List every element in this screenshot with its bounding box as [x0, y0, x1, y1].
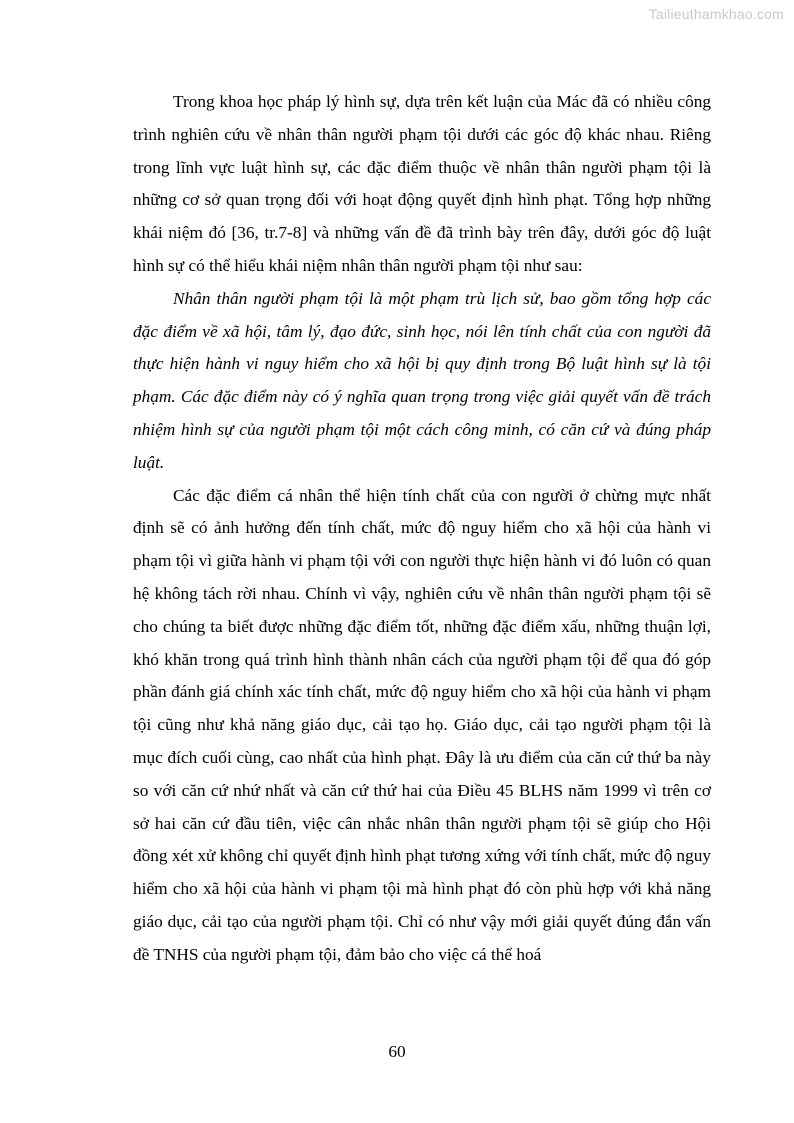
page-number: 60 — [388, 1042, 406, 1061]
watermark-text: Tailieuthamkhao.com — [648, 6, 784, 22]
paragraph-intro: Trong khoa học pháp lý hình sự, dựa trên kết luận của Mác đã có nhiều công trình nghiên cứu về nhân thân người phạm tội dưới các góc độ khác nhau. Riêng trong lĩnh vực luật hình sự, các đặc điểm thuộc về nhân thân người phạm tội là những cơ sở quan trọng đối với hoạt động quyết định hình phạt. Tổng hợp những khái niệm đó [36, tr.7-8] và những vấn đề đã trình bày trên đây, dưới góc độ luật hình sự có thể hiểu khái niệm nhân thân người phạm tội như sau: — [133, 92, 711, 275]
paragraph-analysis: Các đặc điểm cá nhân thể hiện tính chất của con người ở chừng mực nhất định sẽ có ảnh hưởng đến tính chất, mức độ nguy hiểm cho xã hội của hành vi phạm tội vì giữa hành vi phạm tội với con người thực hiện hành vi đó luôn có quan hệ không tách rời nhau. Chính vì vậy, nghiên cứu về nhân thân người phạm tội sẽ cho chúng ta biết được những đặc điểm tốt, những đặc điểm xấu, những thuận lợi, khó khăn trong quá trình hình thành nhân cách của người phạm tội để qua đó góp phần đánh giá chính xác tính chất, mức độ nguy hiểm cho xã hội của hành vi phạm tội cũng như khả năng giáo dục, cải tạo họ. Giáo dục, cải tạo người phạm tội là mục đích cuối cùng, cao nhất của hình phạt. Đây là ưu điểm của căn cứ thứ ba này so với căn cứ nhứ nhất và căn cứ thứ hai của Điều 45 BLHS năm 1999 vì trên cơ sở hai căn cứ đầu tiên, việc cân nhắc nhân thân người phạm tội sẽ giúp cho Hội đồng xét xử không chỉ quyết định hình phạt tương xứng với tính chất, mức độ nguy hiểm cho xã hội của hành vi phạm tội mà hình phạt đó còn phù hợp với khả năng giáo dục, cải tạo của người phạm tội. Chỉ có như vậy mới giải quyết đúng đắn vấn đề TNHS của người phạm tội, đảm bảo cho việc cá thể hoá — [133, 485, 711, 964]
document-body — [133, 86, 711, 972]
paragraph-definition: Nhân thân người phạm tội là một phạm trù lịch sử, bao gồm tổng hợp các đặc điểm về xã hội, tâm lý, đạo đức, sinh học, nói lên tính chất của con người đã thực hiện hành vi nguy hiểm cho xã hội bị quy định trong Bộ luật hình sự là tội phạm. Các đặc điểm này có ý nghĩa quan trọng trong việc giải quyết vấn đề trách nhiệm hình sự của người phạm tội một cách công minh, có căn cứ và đúng pháp luật. — [133, 288, 711, 472]
